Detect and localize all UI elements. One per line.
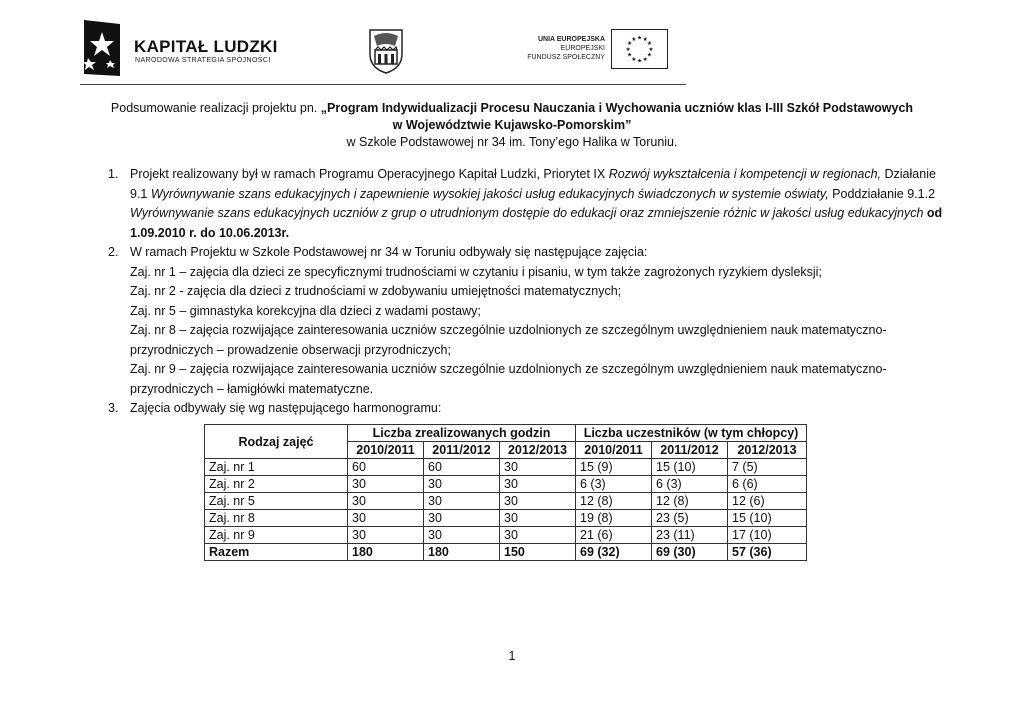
- svg-text:★: ★: [648, 46, 654, 53]
- table-cell: 30: [500, 510, 576, 527]
- item1-text-tail: Działanie: [881, 167, 936, 181]
- schedule-table: [204, 424, 807, 561]
- header-year: 2010/2011: [576, 442, 652, 459]
- table-cell: 6 (3): [576, 476, 652, 493]
- item2-intro: W ramach Projektu w Szkole Podstawowej nr 34 w Toruniu odbywały się następujące zajęcia:: [130, 245, 648, 259]
- city-crest-icon: [368, 28, 404, 74]
- activity-line: Zaj. nr 1 – zajęcia dla dzieci ze specyficznymi trudnościami w czytaniu i pisaniu, w tym także zagrożonych ryzykiem dysleksji;: [130, 264, 822, 279]
- table-cell: 30: [348, 527, 424, 544]
- table-cell: 30: [424, 510, 500, 527]
- table-cell: Razem: [205, 544, 348, 561]
- table-cell: 6 (6): [728, 476, 807, 493]
- list-item-2: [0, 243, 926, 399]
- title-program-name: „Program Indywidualizacji Procesu Nauczania i Wychowania uczniów klas I-III Szkół Podstawowych: [320, 101, 914, 115]
- svg-text:★: ★: [636, 58, 643, 65]
- page-number: 1: [508, 649, 516, 663]
- table-cell: 12 (6): [728, 493, 807, 510]
- table-cell: 12 (8): [576, 493, 652, 510]
- item1-action-name: Wyrównywanie szans edukacyjnych i zapewnienie wysokiej jakości usług edukacyjnych świadczonych w systemie oświaty,: [150, 186, 829, 201]
- activity-line: Zaj. nr 9 – zajęcia rozwijające zainteresowania uczniów szczególnie uzdolnionych ze szczególnym uwzględnieniem nauk matematyczno-: [130, 362, 887, 376]
- title-intro: Podsumowanie realizacji projektu pn.: [110, 101, 321, 115]
- eu-flag-icon: [611, 29, 668, 69]
- header-year: 2011/2012: [424, 442, 500, 459]
- table-cell: 69 (30): [652, 544, 728, 561]
- header-year: 2012/2013: [500, 442, 576, 459]
- table-cell: 150: [500, 544, 576, 561]
- header-hours: Liczba zrealizowanych godzin: [348, 425, 576, 442]
- svg-text:★: ★: [636, 35, 643, 42]
- header-divider: [80, 84, 686, 85]
- svg-text:★: ★: [631, 36, 637, 43]
- table-cell: 15 (9): [576, 459, 652, 476]
- svg-text:★: ★: [626, 41, 633, 48]
- table-header-row: [205, 425, 807, 442]
- table-cell: 15 (10): [652, 459, 728, 476]
- table-cell: 17 (10): [728, 527, 807, 544]
- table-cell: 60: [348, 459, 424, 476]
- item1-priority-name: Rozwój wykształcenia i kompetencji w regionach,: [608, 167, 882, 181]
- table-cell: Zaj. nr 9: [205, 527, 348, 544]
- item1-subaction-name: Wyrównywanie szans edukacyjnych uczniów z grup o utrudnionym dostępie do edukacji oraz zmniejszenie różnic w jakości usług edukacyjnych: [130, 206, 924, 220]
- table-row: [205, 459, 807, 476]
- header-year: 2011/2012: [652, 442, 728, 459]
- table-total-row: [205, 544, 807, 561]
- document-title: [80, 100, 944, 151]
- eu-line-3: FUNDUSZ SPOŁECZNY: [527, 54, 605, 61]
- header-activity: Rodzaj zajęć: [205, 425, 348, 459]
- eu-line-1: UNIA EUROPEJSKA: [537, 36, 605, 43]
- table-cell: 60: [424, 459, 500, 476]
- table-cell: 180: [424, 544, 500, 561]
- table-cell: 57 (36): [728, 544, 807, 561]
- eu-caption: [500, 35, 605, 62]
- list-number: 2.: [108, 245, 119, 259]
- table-cell: 30: [424, 493, 500, 510]
- header-participants: Liczba uczestników (w tym chłopcy): [576, 425, 807, 442]
- table-cell: 23 (11): [652, 527, 728, 544]
- svg-text:★: ★: [642, 36, 648, 43]
- table-row: [205, 476, 807, 493]
- svg-text:★: ★: [642, 56, 648, 63]
- kapital-ludzki-logo-icon: [80, 18, 124, 78]
- activity-line: Zaj. nr 5 – gimnastyka korekcyjna dla dzieci z wadami postawy;: [130, 303, 481, 318]
- list-number: 1.: [108, 167, 119, 181]
- activity-line: Zaj. nr 2 - zajęcia dla dzieci z trudnościami w zdobywaniu umiejętności matematycznych;: [130, 284, 622, 298]
- table-cell: 6 (3): [652, 476, 728, 493]
- logo-subtitle: NARODOWA STRATEGIA SPÓJNOŚCI: [135, 57, 271, 64]
- item3-text: Zajęcia odbywały się wg następującego harmonogramu:: [130, 401, 442, 415]
- item1-date-range: 1.09.2010 r. do 10.06.2013r.: [130, 225, 290, 240]
- table-cell: Zaj. nr 2: [205, 476, 348, 493]
- list-item-3: [0, 399, 926, 419]
- table-cell: 69 (32): [576, 544, 652, 561]
- item1-date-from: od: [923, 206, 943, 220]
- table-cell: 30: [348, 493, 424, 510]
- item1-action-number: 9.1: [130, 186, 151, 201]
- table-row: [205, 493, 807, 510]
- activity-line: przyrodniczych – prowadzenie obserwacji przyrodniczych;: [130, 342, 451, 357]
- table-cell: 30: [348, 476, 424, 493]
- table-cell: 7 (5): [728, 459, 807, 476]
- table-cell: 180: [348, 544, 424, 561]
- list-item-1: [0, 165, 943, 243]
- title-program-region: w Województwie Kujawsko-Pomorskim”: [392, 118, 632, 132]
- list-number: 3.: [108, 401, 119, 415]
- table-cell: Zaj. nr 5: [205, 493, 348, 510]
- table-row: [205, 510, 807, 527]
- svg-text:★: ★: [625, 46, 631, 53]
- table-cell: 15 (10): [728, 510, 807, 527]
- svg-text:★: ★: [646, 41, 653, 48]
- table-cell: Zaj. nr 1: [205, 459, 348, 476]
- svg-text:★: ★: [626, 52, 633, 59]
- table-cell: 21 (6): [576, 527, 652, 544]
- header-year: 2010/2011: [348, 442, 424, 459]
- eu-line-2: EUROPEJSKI: [560, 45, 605, 52]
- table-cell: 19 (8): [576, 510, 652, 527]
- table-cell: 30: [424, 527, 500, 544]
- svg-text:★: ★: [631, 56, 637, 63]
- logo-title: KAPITAŁ LUDZKI: [134, 37, 278, 56]
- item1-text: Projekt realizowany był w ramach Programu Operacyjnego Kapitał Ludzki, Priorytet IX: [130, 167, 609, 181]
- table-cell: 12 (8): [652, 493, 728, 510]
- activity-line: Zaj. nr 8 – zajęcia rozwijające zainteresowania uczniów szczególnie uzdolnionych ze szczególnym uwzględnieniem nauk matematyczno-: [130, 323, 887, 337]
- activity-line: przyrodniczych – łamigłówki matematyczne.: [130, 381, 374, 396]
- table-cell: 30: [500, 459, 576, 476]
- table-cell: 30: [500, 527, 576, 544]
- header-year: 2012/2013: [728, 442, 807, 459]
- svg-text:★: ★: [646, 52, 653, 59]
- table-cell: 30: [500, 493, 576, 510]
- table-row: [205, 527, 807, 544]
- table-cell: 30: [500, 476, 576, 493]
- table-cell: 30: [348, 510, 424, 527]
- table-cell: 23 (5): [652, 510, 728, 527]
- table-cell: 30: [424, 476, 500, 493]
- title-school: w Szkole Podstawowej nr 34 im. Tony’ego Halika w Toruniu.: [346, 135, 678, 149]
- table-cell: Zaj. nr 8: [205, 510, 348, 527]
- summary-list: [0, 165, 1024, 419]
- item1-subaction: Poddziałanie 9.1.2: [828, 186, 936, 201]
